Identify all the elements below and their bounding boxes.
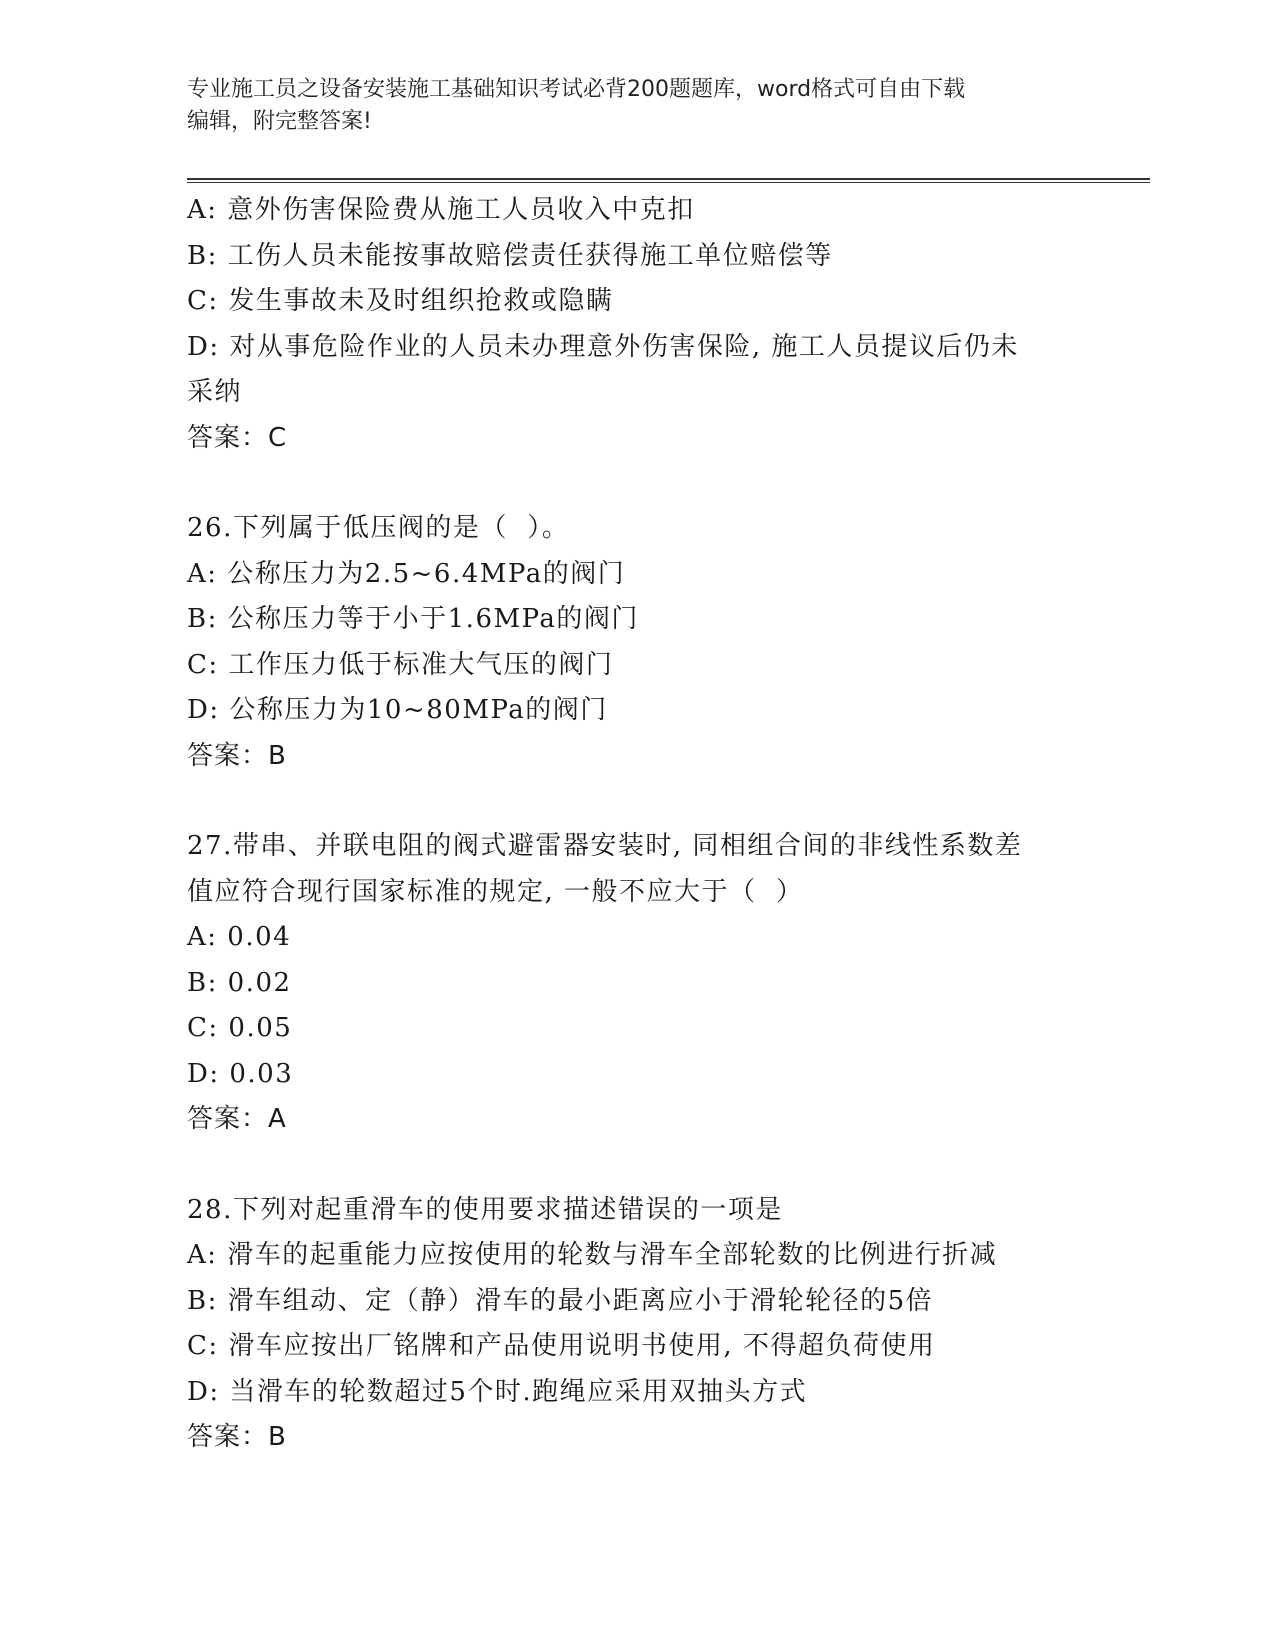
option-c: C: 滑车应按出厂铭牌和产品使用说明书使用, 不得超负荷使用 <box>187 1331 936 1361</box>
option-a: A: 滑车的起重能力应按使用的轮数与滑车全部轮数的比例进行折减 <box>187 1240 998 1270</box>
answer: 答案：B <box>187 1422 287 1452</box>
option-a: A: 0.04 <box>187 922 292 952</box>
option-b: B: 滑车组动、定（静）滑车的最小距离应小于滑轮轮径的5倍 <box>187 1285 934 1316</box>
header-title-line-1: 专业施工员之设备安装施工基础知识考试必背200题题库，word格式可自由下载 <box>187 77 966 102</box>
option-a: A: 意外伤害保险费从施工人员收入中克扣 <box>187 195 695 225</box>
header-title-line-2: 编辑，附完整答案! <box>187 109 372 134</box>
answer: 答案：C <box>187 422 288 453</box>
question-26-block <box>187 506 1087 779</box>
question-27-block <box>187 824 1087 1143</box>
answer: 答案：B <box>187 740 287 771</box>
option-d: D: 当滑车的轮数超过5个时.跑绳应采用双抽头方式 <box>187 1376 808 1407</box>
option-d: D: 公称压力为10~80MPa的阀门 <box>187 695 608 725</box>
option-c: C: 工作压力低于标准大气压的阀门 <box>187 649 614 680</box>
question-text: 26.下列属于低压阀的是（ ）。 <box>187 513 570 543</box>
header-divider <box>187 178 1150 183</box>
document-header <box>187 74 1087 138</box>
question-28-block <box>187 1188 1087 1461</box>
option-a: A: 公称压力为2.5~6.4MPa的阀门 <box>187 558 626 589</box>
option-b: B: 公称压力等于小于1.6MPa的阀门 <box>187 604 639 634</box>
spacer <box>187 461 1087 506</box>
option-b: B: 0.02 <box>187 967 292 998</box>
question-text: 28.下列对起重滑车的使用要求描述错误的一项是 <box>187 1194 783 1225</box>
option-c: C: 发生事故未及时组织抢救或隐瞒 <box>187 286 614 316</box>
option-d-continued: 采纳 <box>187 377 243 407</box>
spacer <box>187 779 1087 824</box>
option-d: D: 0.03 <box>187 1058 294 1089</box>
option-d: D: 对从事危险作业的人员未办理意外伤害保险, 施工人员提议后仍未 <box>187 331 1019 362</box>
option-b: B: 工伤人员未能按事故赔偿责任获得施工单位赔偿等 <box>187 240 833 271</box>
question-text: 27.带串、并联电阻的阀式避雷器安装时, 同相组合间的非线性系数差 <box>187 831 1023 861</box>
option-c: C: 0.05 <box>187 1013 293 1043</box>
question-text-continued: 值应符合现行国家标准的规定, 一般不应大于（ ） <box>187 876 804 907</box>
answer: 答案：A <box>187 1104 287 1134</box>
question-25-block <box>187 188 1087 461</box>
spacer <box>187 1143 1087 1188</box>
question-list <box>187 188 1087 1461</box>
